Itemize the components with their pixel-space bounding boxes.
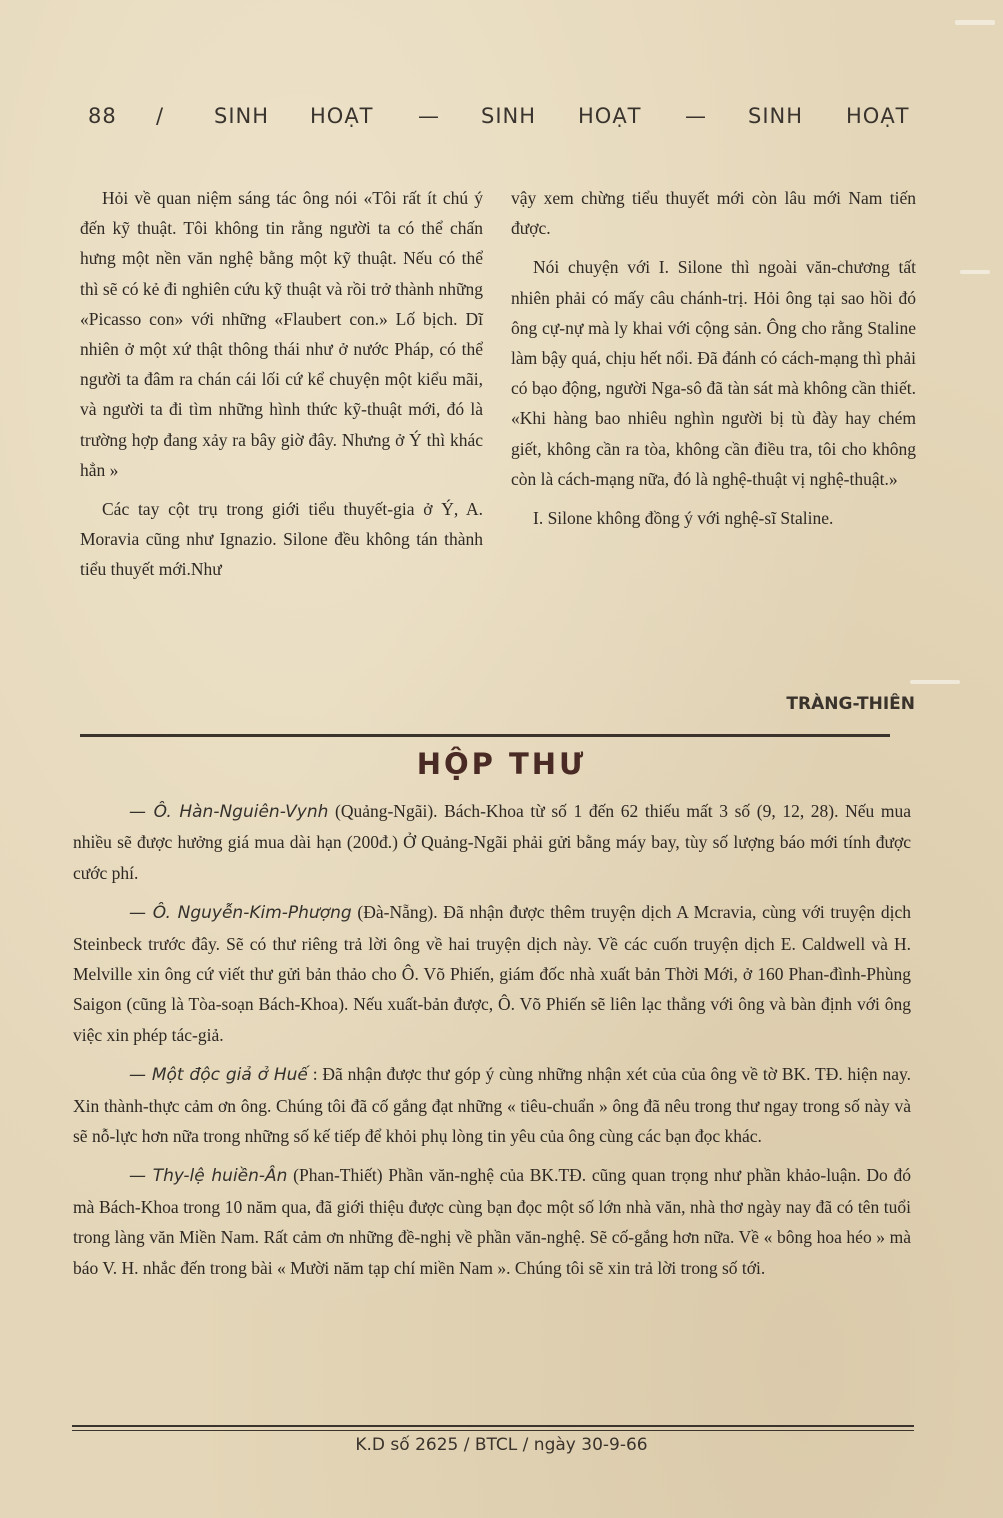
header-dash: — [685,104,707,128]
article-paragraph: I. Silone không đồng ý với nghệ-sĩ Staline. [533,508,834,529]
header-word: HOẠT [578,104,642,128]
header-word: HOẠT [310,104,374,128]
letter-text: (Phan-Thiết) Phần văn-nghệ của BK.TĐ. cũng quan trọng như phần khảo-luận. Do đó mà Bách-Khoa trong 10 năm qua, đã giới thiệu được cùng bạn đọc một số lớn nhà văn, nhà thơ ngày nay đã có tên tuổi trong làng văn Miền Nam. Rất cảm ơn những đề-nghị về phần văn-nghệ. Sẽ cố-gắng hơn nữa. Về « bông hoa héo » mà báo V. H. nhắc đến trong bài « Mười năm tạp chí miền Nam ». Chúng tôi sẽ xin trả lời trong số tới. [73,1165,911,1278]
footer-divider [72,1425,914,1427]
section-divider [80,734,890,737]
letter-item [73,897,911,1050]
letter-recipient: — Một độc giả ở Huế [129,1065,308,1086]
article-paragraph: Các tay cột trụ trong giới tiểu thuyết-gia ở Ý, A. Moravia cũng như Ignazio. Silone đều không tán thành tiểu thuyết mới.Như [80,499,483,580]
paper-tear [910,680,960,684]
article-right-column [511,183,916,542]
running-header [88,100,918,136]
letter-item [73,1160,911,1283]
letter-text: (Đà-Nẵng). Đã nhận được thêm truyện dịch A Mcravia, cùng với truyện dịch Steinbeck trước đây. Sẽ có thư riêng trả lời ông về hai truyện dịch này. Về các cuốn truyện dịch E. Caldwell và H. Melville xin ông cứ viết thư gửi bản thảo cho Ô. Võ Phiến, giám đốc nhà xuất bản Thời Mới, ở 160 Phan-đình-Phùng Saigon (cũng là Tòa-soạn Bách-Khoa). Nếu xuất-bản được, Ô. Võ Phiến sẽ liên lạc thẳng với ông và bàn định với ông việc xin phép tác-giả. [73,902,911,1045]
footer-divider [72,1430,914,1431]
letter-item [73,796,911,888]
article-signature: TRÀNG-THIÊN [786,694,915,714]
letter-text: (Quảng-Ngãi). Bách-Khoa từ số 1 đến 62 thiếu mất 3 số (9, 12, 28). Nếu mua nhiều sẽ được hưởng giá mua dài hạn (200đ.) Ở Quảng-Ngãi phải gửi bằng máy bay, tùy số lượng báo mới tính được cước phí. [73,801,911,883]
letter-item [73,1059,911,1151]
mailbox-title: HỘP THƯ [416,747,587,781]
header-word: SINH [214,104,270,128]
article-left-column [80,183,483,594]
article-paragraph: vậy xem chừng tiểu thuyết mới còn lâu mới Nam tiến được. [511,188,916,239]
footer-registration: K.D số 2625 / BTCL / ngày 30-9-66 [355,1435,648,1455]
letter-recipient: — Thy-lệ huiền-Ân [129,1166,288,1187]
header-word: HOẠT [846,104,910,128]
header-slash: / [156,104,165,128]
header-word: SINH [748,104,804,128]
letter-recipient: — Ô. Hàn-Nguiên-Vynh [129,802,329,822]
article-paragraph: Hỏi về quan niệm sáng tác ông nói «Tôi rất ít chú ý đến kỹ thuật. Tôi không tin rằng người ta có thể chấn hưng một nền văn nghệ bằng một kỹ thuật. Nếu có thể thì sẽ có kẻ đi nghiên cứu kỹ thuật và rồi trở thành những «Picasso con» với những «Flaubert con.» Lố bịch. Dĩ nhiên ở một xứ thật thông thái như ở nước Pháp, có thể người ta đâm ra chán cái lối cứ kể chuyện một kiểu mãi, và người ta đi tìm những hình thức kỹ-thuật mới, đó là trường hợp đang xảy ra bây giờ đây. Nhưng ở Ý thì khác hẳn » [80,188,483,480]
header-word: SINH [481,104,537,128]
paper-tear [955,20,995,25]
mailbox-letters [73,796,911,1292]
article-paragraph: Nói chuyện với I. Silone thì ngoài văn-chương tất nhiên phải có mấy câu chánh-trị. Hỏi ông tại sao hồi đó ông cự-nự mà ly khai với cộng sản. Ông cho rằng Staline làm bậy quá, chịu hết nổi. Đã đánh có cách-mạng thì phải có bạo động, người Nga-sô đã tàn sát mà không cần thiết. «Khi hàng bao nhiêu nghìn người bị tù đày hay chém giết, không cần ra tòa, không cần điều tra, tôi cho không còn là cách-mạng nữa, đó là nghệ-thuật vị nghệ-thuật.» [511,257,916,489]
letter-recipient: — Ô. Nguyễn-Kim-Phượng [129,903,352,924]
paper-tear [960,270,990,274]
letter-text: : Đã nhận được thư góp ý cùng những nhận xét của của ông về tờ BK. TĐ. hiện nay. Xin thành-thực cảm ơn ông. Chúng tôi đã cố gắng đạt những « tiêu-chuẩn » ông đã nêu trong thư ngay trong số này và sẽ nỗ-lực hơn nữa trong những số kế tiếp để khỏi phụ lòng tin yêu của ông cùng các bạn đọc khác. [73,1064,911,1147]
page-number: 88 [88,104,117,128]
header-dash: — [418,104,440,128]
